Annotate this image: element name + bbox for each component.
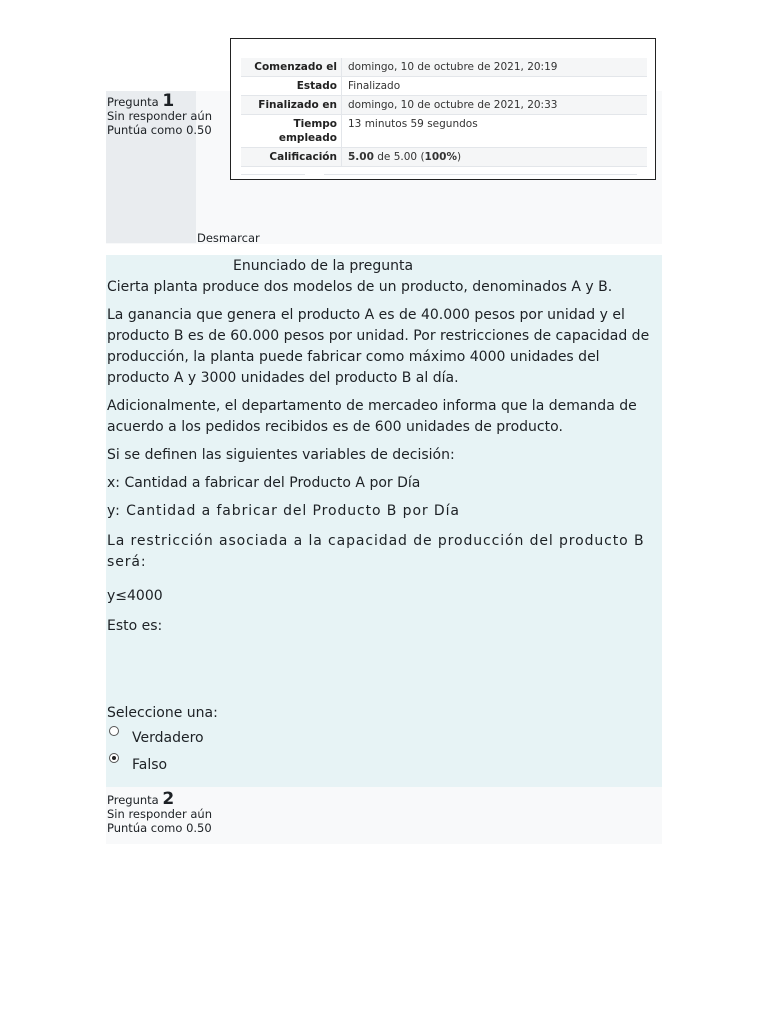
summary-key: Finalizado en [241,96,342,115]
question-paragraph: Cierta planta produce dos modelos de un producto, denominados A y B. [107,279,613,295]
summary-key: Calificación [241,148,342,167]
question-formula: y≤4000 [107,588,163,604]
question-grade: Puntúa como 0.50 [107,123,212,137]
radio-false[interactable] [109,753,119,763]
summary-row-grade [241,148,647,167]
summary-key: Comenzado el [241,58,342,77]
summary-row-state [241,77,647,96]
summary-value: domingo, 10 de octubre de 2021, 20:19 [342,58,648,77]
grade-mid: de 5.00 ( [373,151,425,163]
summary-value: 13 minutos 59 segundos [342,115,648,148]
summary-row-time-taken [241,115,647,148]
question-1-content [106,255,662,787]
answer-label: Falso [132,757,168,773]
summary-value [342,148,648,167]
summary-row-started [241,58,647,77]
question-1-info [107,91,212,137]
question-state: Sin responder aún [107,807,212,821]
divider [241,174,305,175]
radio-true[interactable] [109,726,119,736]
summary-value: Finalizado [342,77,648,96]
grade-score: 5.00 [348,151,374,163]
summary-key: Estado [241,77,342,96]
divider [324,174,637,175]
question-paragraph: Esto es: [107,618,163,634]
question-paragraph: La ganancia que genera el producto A es de 40.000 pesos por unidad y el producto B es de 60.000 pesos por unidad. Por restricciones de capacidad de producción, la planta puede fabricar como máximo 4000 unidades del producto A y 3000 unidades del producto B al día. [107,307,650,386]
answer-label: Verdadero [132,730,204,746]
summary-value: domingo, 10 de octubre de 2021, 20:33 [342,96,648,115]
unflag-link[interactable]: Desmarcar [197,231,260,245]
question-paragraph: y: Cantidad a fabricar del Producto B por Día [107,503,460,519]
grade-percent: 100% [424,151,457,163]
attempt-summary-box [230,38,656,180]
question-label: Pregunta [107,95,159,109]
question-paragraph: Adicionalmente, el departamento de mercadeo informa que la demanda de acuerdo a los pedidos recibidos es de 600 unidades de producto. [107,398,637,435]
grade-end: ) [457,151,462,163]
summary-key: Tiempo empleado [241,115,342,148]
question-label: Pregunta [107,793,159,807]
question-number: 2 [162,789,175,809]
question-paragraph: La restricción asociada a la capacidad de producción del producto B será: [107,533,645,570]
attempt-summary-table [241,58,647,167]
question-2-info [107,789,212,835]
question-paragraph: x: Cantidad a fabricar del Producto A por Día [107,475,421,491]
answer-prompt: Seleccione una: [107,705,218,721]
question-state: Sin responder aún [107,109,212,123]
question-number: 1 [162,91,175,111]
summary-row-finished [241,96,647,115]
question-paragraph: Si se definen las siguientes variables de decisión: [107,447,455,463]
question-grade: Puntúa como 0.50 [107,821,212,835]
question-text-heading: Enunciado de la pregunta [233,258,414,274]
